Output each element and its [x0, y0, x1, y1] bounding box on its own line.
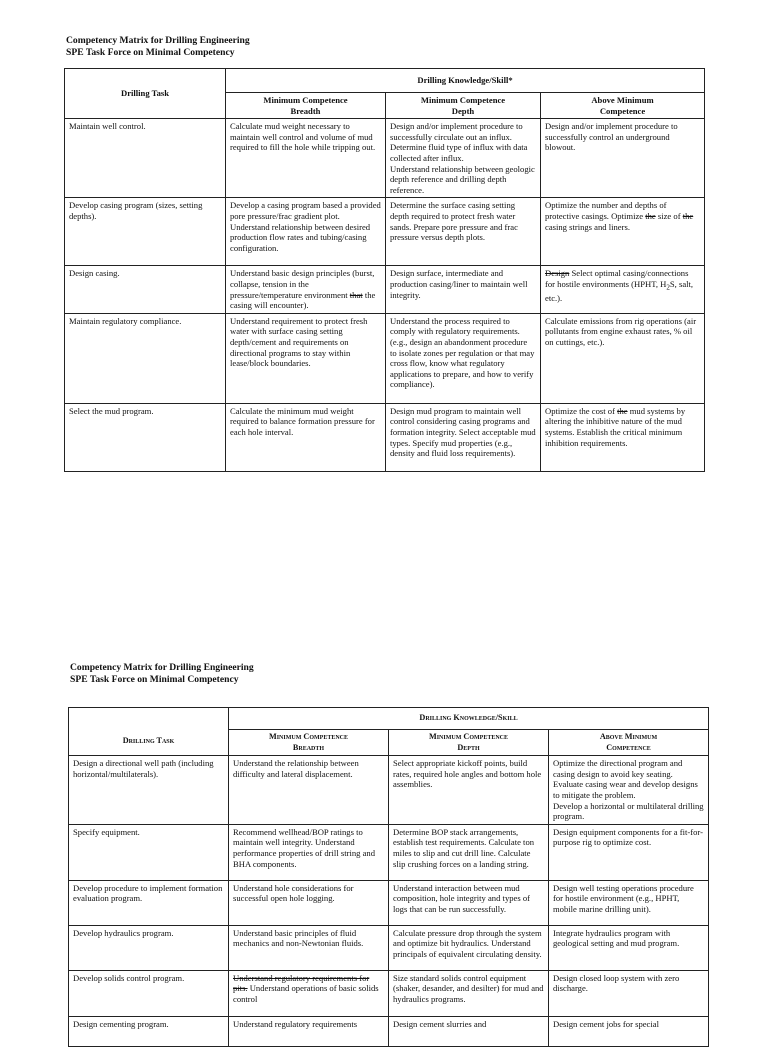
page1-row1-breadth: Calculate mud weight necessary to maintain well control and volume of mud required to fill the hole while tripping out. — [226, 119, 386, 198]
table-row — [69, 756, 709, 825]
page1-heading — [66, 35, 250, 59]
table-row — [65, 266, 705, 313]
table-row — [69, 880, 709, 925]
page1-row5-depth: Design mud program to maintain well control considering casing programs and formation integrity. Select acceptable mud types. Specify mud properties (e.g., density and fluid loss requirements). — [386, 403, 541, 471]
row5-above-part: mud systems by altering the inhibitive nature of the mud systems. Establish the critical minimum inhibition requirements. — [545, 405, 686, 448]
row2-above-part: casing strings and liners. — [545, 221, 630, 232]
page2-row1-breadth: Understand the relationship between difficulty and lateral displacement. — [229, 756, 389, 825]
page2-row2-depth: Determine BOP stack arrangements, establish test requirements. Calculate ton miles to slip and cut drill line. Calculate slip crushing forces on a landing string. — [389, 824, 549, 880]
row3-above-part: Select optimal casing/connections for hostile environments (HPHT, H — [545, 268, 689, 289]
page1-heading-subtitle: SPE Task Force on Minimal Competency — [66, 47, 235, 58]
page2-row2-breadth: Recommend wellhead/BOP ratings to maintain well integrity. Understand performance properties of drill string and BHA components. — [229, 824, 389, 880]
page1-heading-title: Competency Matrix for Drilling Engineering — [66, 35, 250, 46]
page1-row3-depth: Design surface, intermediate and production casing/liner to maintain well integrity. — [386, 266, 541, 313]
row2-above-part: Optimize the number and depths of protective casings. Optimize — [545, 200, 667, 221]
table-row — [65, 313, 705, 403]
row3-breadth-part: Understand basic design principles (burst, collapse, tension in the pressure/temperature environment — [230, 268, 375, 300]
table-row — [65, 403, 705, 471]
page2-heading-title: Competency Matrix for Drilling Engineering — [70, 662, 254, 673]
row5-above-part: Optimize the cost of — [545, 405, 618, 416]
page1-row3-above — [541, 266, 705, 313]
deleted-text: Understand regulatory requirements for pits. — [233, 972, 370, 994]
page1-competency-table — [64, 68, 705, 472]
page2-header-above: Above Minimum Competence — [549, 730, 709, 756]
page2-heading-subtitle: SPE Task Force on Minimal Competency — [70, 674, 239, 685]
page1-row4-task: Maintain regulatory compliance. — [65, 313, 226, 403]
page1-row4-breadth: Understand requirement to protect fresh water with surface casing setting depth/cement and requirements on directional programs to stay within lease/block boundaries. — [226, 313, 386, 403]
page2-row2-above: Design equipment components for a fit-for-purpose rig to optimize cost. — [549, 824, 709, 880]
page2-row5-above: Design closed loop system with zero discharge. — [549, 970, 709, 1016]
page1-header-breadth: Minimum Competence Breadth — [226, 93, 386, 119]
page2-row2-task: Specify equipment. — [69, 824, 229, 880]
page1-row2-depth: Determine the surface casing setting depth required to protect fresh water sands. Prepare pore pressure and frac pressure versus depth plots. — [386, 198, 541, 266]
page1-row2-above — [541, 198, 705, 266]
page2-row4-above: Integrate hydraulics program with geological setting and mud program. — [549, 925, 709, 970]
deleted-text: the — [617, 405, 628, 416]
page1-row5-breadth: Calculate the minimum mud weight required to balance formation pressure for each hole interval. — [226, 403, 386, 471]
page2-row1-depth: Select appropriate kickoff points, build rates, required hole angles and bottom hole assemblies. — [389, 756, 549, 825]
page2-row3-above: Design well testing operations procedure for hostile environment (e.g., HPHT, mobile marine drilling unit). — [549, 880, 709, 925]
page2-row4-task: Develop hydraulics program. — [69, 925, 229, 970]
table-row — [65, 198, 705, 266]
row5-breadth-part: Understand operations of basic solids control — [233, 983, 379, 1004]
page2-competency-table — [68, 707, 709, 1047]
table-row — [69, 970, 709, 1016]
page1-row2-task: Develop casing program (sizes, setting depths). — [65, 198, 226, 266]
page1-header-above: Above Minimum Competence — [541, 93, 705, 119]
page2-row6-above: Design cement jobs for special — [549, 1016, 709, 1046]
page1-row5-task: Select the mud program. — [65, 403, 226, 471]
page2-header-task: Drilling Task — [69, 708, 229, 756]
subscript: 2 — [666, 283, 670, 292]
deleted-text: that — [349, 289, 363, 300]
page1-header-task: Drilling Task — [65, 69, 226, 119]
page2-row3-breadth: Understand hole considerations for successful open hole logging. — [229, 880, 389, 925]
page2-row1-above: Optimize the directional program and casing design to avoid key seating. Evaluate casing wear and develop designs to mitigate the problem. Develop a horizontal or multilateral drilling program. — [549, 756, 709, 825]
row2-above-part: size of — [655, 210, 683, 221]
page2-row5-breadth — [229, 970, 389, 1016]
page2-row3-depth: Understand interaction between mud composition, hole integrity and types of logs that can be run successfully. — [389, 880, 549, 925]
page2-row6-breadth: Understand regulatory requirements — [229, 1016, 389, 1046]
page1-row3-task: Design casing. — [65, 266, 226, 313]
page1-row1-depth: Design and/or implement procedure to successfully circulate out an influx. Determine fluid type of influx with data collected after influx. Understand relationship between geologic depth reference and drilling depth reference. — [386, 119, 541, 198]
page2-row5-task: Develop solids control program. — [69, 970, 229, 1016]
table-row — [69, 925, 709, 970]
page1-row3-breadth — [226, 266, 386, 313]
deleted-text: the — [682, 210, 694, 221]
page2-row4-breadth: Understand basic principles of fluid mechanics and non-Newtonian fluids. — [229, 925, 389, 970]
page2-row1-task: Design a directional well path (including horizontal/multilaterals). — [69, 756, 229, 825]
table-row — [65, 119, 705, 198]
row3-above-part: S, salt, etc.). — [545, 278, 694, 304]
page1-row1-above: Design and/or implement procedure to successfully control an underground blowout. — [541, 119, 705, 198]
page1-row1-task: Maintain well control. — [65, 119, 226, 198]
deleted-text: the — [645, 210, 656, 221]
page2-header-depth: Minimum Competence Depth — [389, 730, 549, 756]
page1-row4-above: Calculate emissions from rig operations (air pollutants from engine exhaust rates, % oil on cuttings, etc.). — [541, 313, 705, 403]
deleted-text: Design — [545, 268, 570, 279]
page2-row6-task: Design cementing program. — [69, 1016, 229, 1046]
page2-row5-depth: Size standard solids control equipment (shaker, desander, and desilter) for mud and hydraulics programs. — [389, 970, 549, 1016]
page1-row4-depth: Understand the process required to comply with regulatory requirements. (e.g., design an abandonment procedure to isolate zones per regulation or that may cross flow, know what regulatory applications to prepare, and how to verify compliance). — [386, 313, 541, 403]
page2-row6-depth: Design cement slurries and — [389, 1016, 549, 1046]
page2-row4-depth: Calculate pressure drop through the system and optimize bit hydraulics. Understand principals of equivalent circulating density. — [389, 925, 549, 970]
page2-row3-task: Develop procedure to implement formation evaluation program. — [69, 880, 229, 925]
page1-group-header: Drilling Knowledge/Skill* — [226, 69, 705, 93]
page2-group-header: Drilling Knowledge/Skill — [229, 708, 709, 730]
table-row — [69, 824, 709, 880]
page1-header-depth: Minimum Competence Depth — [386, 93, 541, 119]
table-row — [69, 1016, 709, 1046]
page1-row2-breadth: Develop a casing program based a provided pore pressure/frac gradient plot. Understand relationship between desired production flow rates and tubing/casing configuration. — [226, 198, 386, 266]
page1-row5-above — [541, 403, 705, 471]
page2-heading — [70, 662, 254, 686]
page2-header-breadth: Minimum Competence Breadth — [229, 730, 389, 756]
row3-breadth-part: the casing will encounter). — [230, 289, 376, 311]
